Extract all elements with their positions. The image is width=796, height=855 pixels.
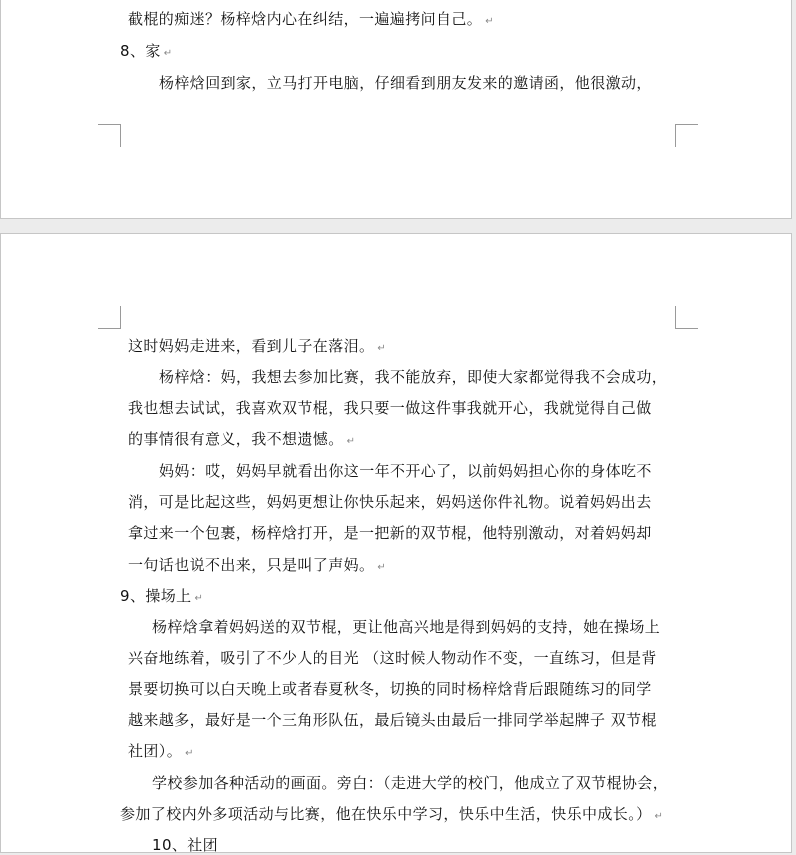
section-heading: 9、操场上 ↵ bbox=[120, 587, 204, 605]
text-line: 我也想去试试，我喜欢双节棍，我只要一做这件事我就开心，我就觉得自己做 bbox=[128, 399, 652, 417]
document-page-1 bbox=[0, 0, 792, 219]
text-line: 杨梓焓拿着妈妈送的双节棍，更让他高兴地是得到妈妈的支持，她在操场上 bbox=[152, 618, 661, 636]
text-line: 的事情很有意义，我不想遗憾。 ↵ bbox=[128, 430, 356, 448]
text-line: 妈妈：哎，妈妈早就看出你这一年不开心了，以前妈妈担心你的身体吃不 bbox=[159, 462, 652, 480]
text-line: 社团）。 ↵ bbox=[128, 742, 194, 760]
paragraph-mark-icon: ↵ bbox=[163, 48, 173, 59]
section-heading: 8、家 ↵ bbox=[120, 42, 173, 60]
text-line: 景要切换可以白天晚上或者春夏秋冬，切换的同时杨梓焓背后跟随练习的同学 bbox=[128, 680, 652, 698]
text-line: 学校参加各种活动的画面。旁白：（走进大学的校门，他成立了双节棍协会， bbox=[152, 774, 669, 792]
paragraph-mark-icon: ↵ bbox=[654, 811, 664, 822]
margin-corner-marker bbox=[675, 306, 698, 329]
document-page-2 bbox=[0, 233, 792, 853]
paragraph-mark-icon: ↵ bbox=[377, 562, 387, 573]
text-line: 这时妈妈走进来，看到儿子在落泪。 ↵ bbox=[128, 337, 387, 355]
paragraph-mark-icon: ↵ bbox=[185, 748, 194, 759]
paragraph-mark-icon: ↵ bbox=[485, 16, 494, 27]
text-line: 参加了校内外多项活动与比赛，他在快乐中学习，快乐中生活，快乐中成长。） ↵ bbox=[120, 805, 664, 823]
margin-corner-marker bbox=[98, 124, 121, 147]
paragraph-mark-icon: ↵ bbox=[194, 593, 204, 604]
margin-corner-marker bbox=[98, 306, 121, 329]
margin-corner-marker bbox=[675, 124, 698, 147]
paragraph-mark-icon: ↵ bbox=[346, 436, 356, 447]
paragraph-mark-icon: ↵ bbox=[377, 343, 387, 354]
text-line: 一句话也说不出来，只是叫了声妈。 ↵ bbox=[128, 556, 387, 574]
text-line: 越来越多，最好是一个三角形队伍，最后镜头由最后一排同学举起牌子 双节棍 bbox=[128, 711, 657, 729]
text-line: 兴奋地练着，吸引了不少人的目光 （这时候人物动作不变，一直练习，但是背 bbox=[128, 649, 657, 667]
text-line: 杨梓焓回到家，立马打开电脑，仔细看到朋友发来的邀请函，他很激动， bbox=[159, 74, 652, 92]
section-heading: 10、社团 bbox=[152, 836, 219, 854]
text-line: 拿过来一个包裹，杨梓焓打开，是一把新的双节棍，他特别激动，对着妈妈却 bbox=[128, 524, 652, 542]
text-line: 消，可是比起这些，妈妈更想让你快乐起来，妈妈送你件礼物。说着妈妈出去 bbox=[128, 493, 652, 511]
text-line: 杨梓焓：妈，我想去参加比赛，我不能放弃，即使大家都觉得我不会成功， bbox=[159, 368, 668, 386]
text-line: 截棍的痴迷？杨梓焓内心在纠结，一遍遍拷问自己。 ↵ bbox=[128, 10, 494, 28]
